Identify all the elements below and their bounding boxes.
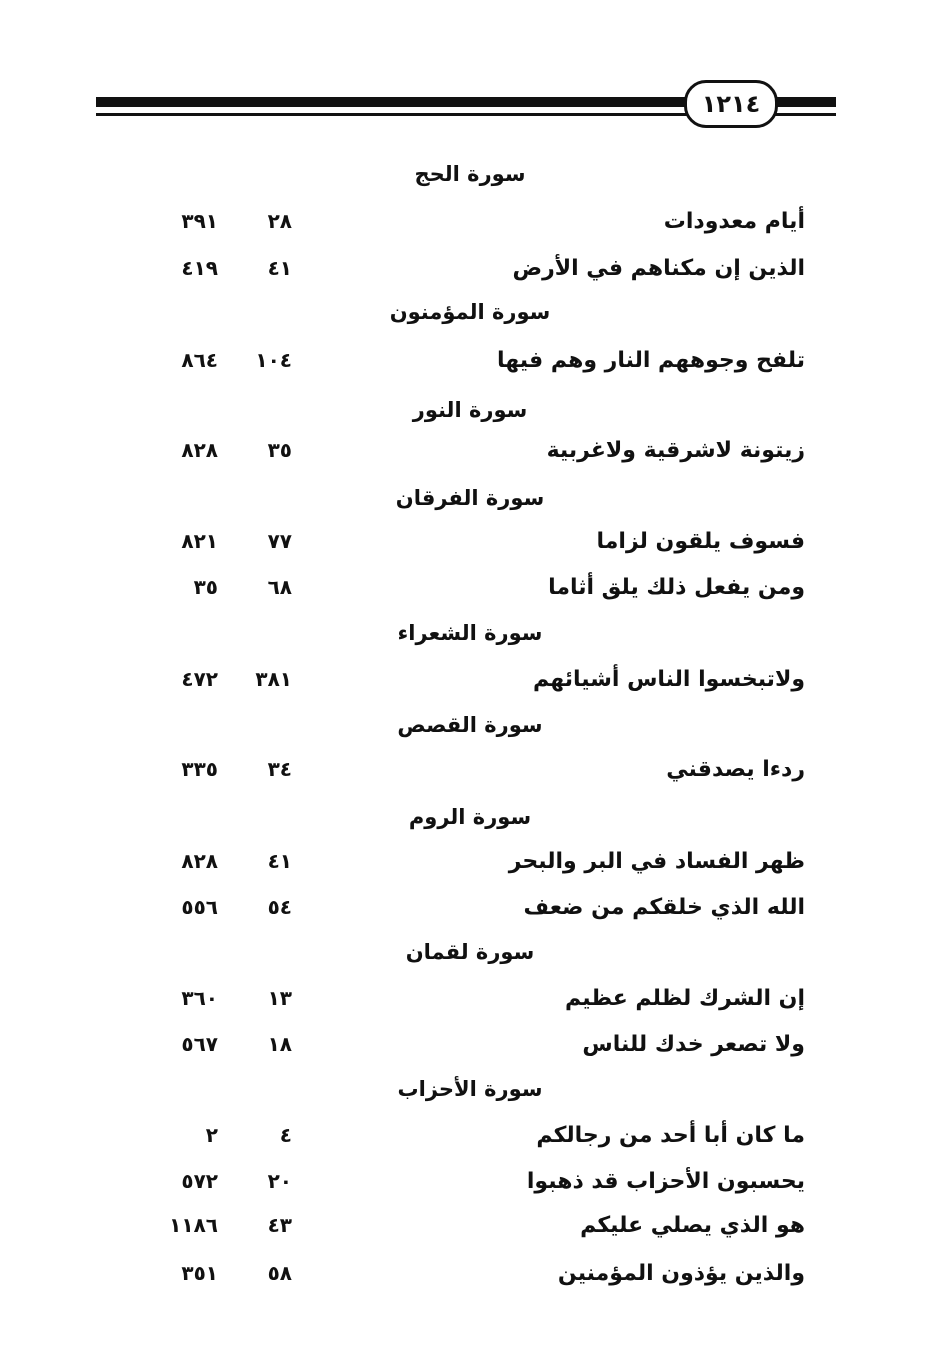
page-reference: ٨٢١	[181, 529, 218, 553]
surah-heading: سورة لقمان	[405, 940, 535, 964]
verse-text: فسوف يلقون لزاما	[596, 529, 805, 554]
surah-heading-row	[0, 398, 945, 438]
surah-heading-row	[0, 713, 945, 753]
index-entry-row	[0, 757, 945, 797]
page-reference: ٨٦٤	[181, 348, 218, 372]
verse-text: إن الشرك لظلم عظيم	[565, 986, 805, 1011]
surah-heading-row	[0, 300, 945, 340]
surah-heading-row	[0, 486, 945, 526]
ayah-number: ٤	[279, 1123, 292, 1147]
page-reference: ٣٥١	[181, 1261, 218, 1285]
surah-heading: سورة الفرقان	[395, 486, 545, 510]
verse-text: ولاتبخسوا الناس أشيائهم	[532, 667, 805, 692]
page-reference: ٢	[205, 1123, 218, 1147]
page-reference: ٥٦٧	[181, 1032, 218, 1056]
ayah-number: ٦٨	[267, 575, 292, 599]
page-reference: ١١٨٦	[169, 1213, 218, 1237]
page-reference: ٣٩١	[181, 209, 218, 233]
page-reference: ٨٢٨	[181, 849, 218, 873]
index-entry-row	[0, 529, 945, 569]
verse-text: ردءا يصدقني	[666, 757, 805, 782]
page-reference: ٣٦٠	[181, 986, 218, 1010]
index-entry-row	[0, 667, 945, 707]
ayah-number: ٤٣	[267, 1213, 292, 1237]
page-number: ١٢١٤	[684, 80, 778, 128]
index-entry-row	[0, 209, 945, 249]
surah-heading-row	[0, 805, 945, 845]
index-entry-row	[0, 1169, 945, 1209]
page-reference: ٥٥٦	[181, 895, 218, 919]
surah-heading: سورة الروم	[408, 805, 532, 829]
verse-text: الذين إن مكناهم في الأرض	[512, 256, 805, 281]
verse-text: ولا تصعر خدك للناس	[582, 1032, 805, 1057]
ayah-number: ٢٨	[267, 209, 292, 233]
surah-heading: سورة النور	[412, 398, 528, 422]
surah-heading-row	[0, 940, 945, 980]
verse-text: والذين يؤذون المؤمنين	[557, 1261, 805, 1286]
index-entry-row	[0, 895, 945, 935]
ayah-number: ٣٨١	[255, 667, 292, 691]
index-entry-row	[0, 438, 945, 478]
index-entry-row	[0, 1213, 945, 1253]
ayah-number: ٥٤	[267, 895, 292, 919]
verse-text: ومن يفعل ذلك يلق أثاما	[548, 575, 805, 600]
page-reference: ٣٥	[193, 575, 218, 599]
verse-text: الله الذي خلقكم من ضعف	[523, 895, 805, 920]
ayah-number: ٤١	[267, 849, 292, 873]
surah-heading: سورة المؤمنون	[389, 300, 551, 324]
ayah-number: ٥٨	[267, 1261, 292, 1285]
surah-heading: سورة الحج	[414, 162, 526, 186]
index-entry-row	[0, 1123, 945, 1163]
ayah-number: ٤١	[267, 256, 292, 280]
surah-heading-row	[0, 1077, 945, 1117]
surah-heading: سورة الشعراء	[397, 621, 543, 645]
page-reference: ٤٧٢	[181, 667, 218, 691]
page-reference: ٤١٩	[181, 256, 218, 280]
index-entry-row	[0, 849, 945, 889]
index-entry-row	[0, 1032, 945, 1072]
verse-text: يحسبون الأحزاب قد ذهبوا	[526, 1169, 805, 1194]
index-entry-row	[0, 1261, 945, 1301]
index-entry-row	[0, 575, 945, 615]
verse-text: هو الذي يصلي عليكم	[580, 1213, 805, 1238]
ayah-number: ٢٠	[267, 1169, 292, 1193]
ayah-number: ٣٥	[267, 438, 292, 462]
surah-heading-row	[0, 621, 945, 661]
surah-heading: سورة الأحزاب	[397, 1077, 543, 1101]
surah-heading-row	[0, 162, 945, 202]
page-header	[0, 0, 945, 140]
ayah-number: ١٨	[267, 1032, 292, 1056]
ayah-number: ٣٤	[267, 757, 292, 781]
verse-text: ما كان أبا أحد من رجالكم	[536, 1123, 805, 1148]
verse-text: تلفح وجوههم النار وهم فيها	[497, 348, 805, 373]
verse-text: ظهر الفساد في البر والبحر	[508, 849, 805, 874]
index-entry-row	[0, 256, 945, 296]
index-entry-row	[0, 348, 945, 388]
verse-text: أيام معدودات	[663, 209, 805, 234]
verse-text: زيتونة لاشرقية ولاغربية	[546, 438, 805, 463]
surah-heading: سورة القصص	[397, 713, 543, 737]
ayah-number: ١٠٤	[255, 348, 292, 372]
page-reference: ٣٣٥	[181, 757, 218, 781]
page-reference: ٨٢٨	[181, 438, 218, 462]
page-reference: ٥٧٢	[181, 1169, 218, 1193]
ayah-number: ٧٧	[267, 529, 292, 553]
index-entry-row	[0, 986, 945, 1026]
ayah-number: ١٣	[267, 986, 292, 1010]
